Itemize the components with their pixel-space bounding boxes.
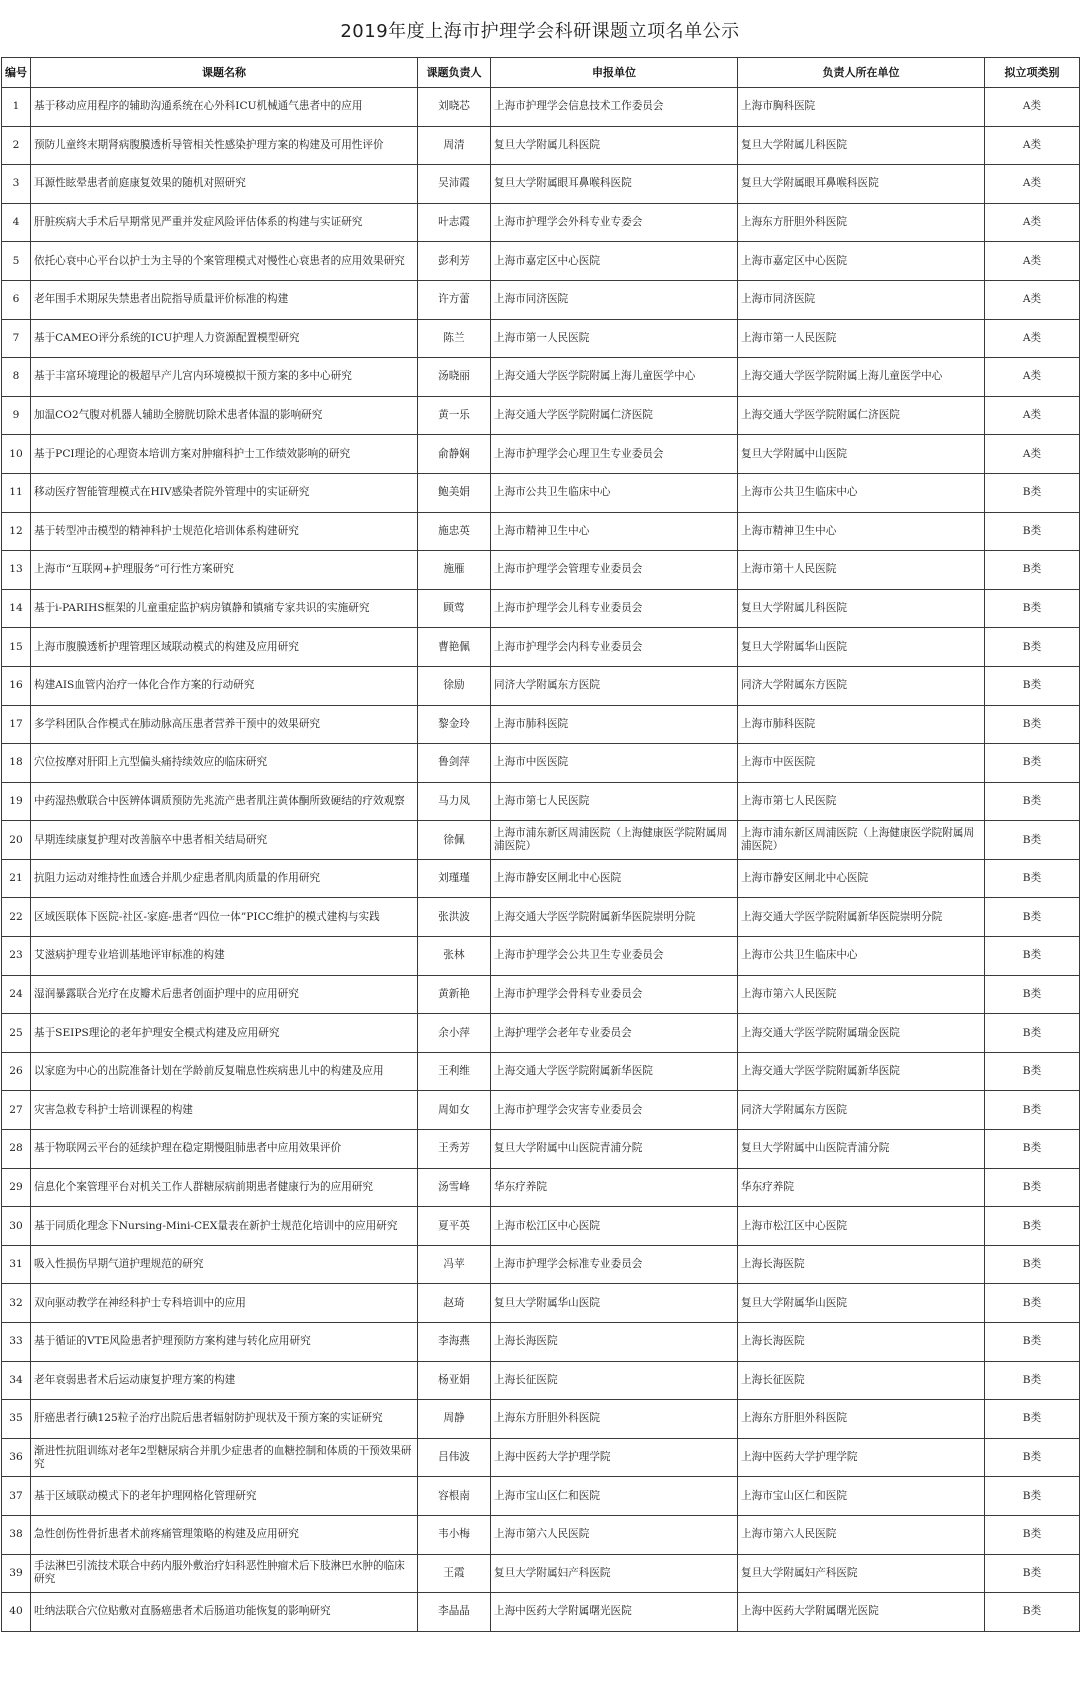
cell-category: B类 <box>985 744 1080 783</box>
cell-category: B类 <box>985 1361 1080 1400</box>
cell-topic: 早期连续康复护理对改善脑卒中患者相关结局研究 <box>31 821 418 860</box>
cell-category: A类 <box>985 126 1080 165</box>
cell-topic: 基于区域联动模式下的老年护理网格化管理研究 <box>31 1477 418 1516</box>
table-row <box>2 203 1080 242</box>
cell-topic: 老年衰弱患者术后运动康复护理方案的构建 <box>31 1361 418 1400</box>
project-list-table <box>1 57 1080 1632</box>
cell-leader: 汤晓丽 <box>418 358 491 397</box>
cell-applicant-org: 上海市浦东新区周浦医院（上海健康医学院附属周浦医院） <box>491 821 738 860</box>
cell-leader-unit: 上海市公共卫生临床中心 <box>738 473 985 512</box>
cell-leader: 陈兰 <box>418 319 491 358</box>
cell-applicant-org: 同济大学附属东方医院 <box>491 666 738 705</box>
table-row <box>2 1323 1080 1362</box>
cell-leader: 王霞 <box>418 1554 491 1593</box>
cell-leader-unit: 上海市第十人民医院 <box>738 551 985 590</box>
cell-topic: 加温CO2气腹对机器人辅助全膀胱切除术患者体温的影响研究 <box>31 396 418 435</box>
cell-leader-unit: 上海东方肝胆外科医院 <box>738 203 985 242</box>
cell-leader-unit: 上海市精神卫生中心 <box>738 512 985 551</box>
cell-topic: 多学科团队合作模式在肺动脉高压患者营养干预中的效果研究 <box>31 705 418 744</box>
cell-topic: 上海市腹膜透析护理管理区域联动模式的构建及应用研究 <box>31 628 418 667</box>
cell-topic: 急性创伤性骨折患者术前疼痛管理策略的构建及应用研究 <box>31 1515 418 1554</box>
cell-leader-unit: 上海市第六人民医院 <box>738 975 985 1014</box>
cell-leader-unit: 上海交通大学医学院附属新华医院崇明分院 <box>738 898 985 937</box>
table-row <box>2 435 1080 474</box>
cell-category: B类 <box>985 1052 1080 1091</box>
cell-category: B类 <box>985 512 1080 551</box>
table-row <box>2 1515 1080 1554</box>
column-header-leader: 课题负责人 <box>418 58 491 88</box>
cell-category: B类 <box>985 1438 1080 1477</box>
cell-leader: 吕伟波 <box>418 1438 491 1477</box>
cell-number: 20 <box>2 821 31 860</box>
cell-topic: 移动医疗智能管理模式在HIV感染者院外管理中的实证研究 <box>31 473 418 512</box>
cell-topic: 信息化个案管理平台对机关工作人群糖尿病前期患者健康行为的应用研究 <box>31 1168 418 1207</box>
cell-number: 37 <box>2 1477 31 1516</box>
cell-topic: 基于物联网云平台的延续护理在稳定期慢阻肺患者中应用效果评价 <box>31 1130 418 1169</box>
table-row <box>2 396 1080 435</box>
cell-applicant-org: 上海东方肝胆外科医院 <box>491 1400 738 1439</box>
cell-category: B类 <box>985 1245 1080 1284</box>
cell-leader-unit: 复旦大学附属儿科医院 <box>738 589 985 628</box>
cell-leader: 施忠英 <box>418 512 491 551</box>
cell-topic: 基于SEIPS理论的老年护理安全模式构建及应用研究 <box>31 1014 418 1053</box>
cell-leader: 赵琦 <box>418 1284 491 1323</box>
table-row <box>2 242 1080 281</box>
cell-applicant-org: 上海长征医院 <box>491 1361 738 1400</box>
cell-leader-unit: 上海东方肝胆外科医院 <box>738 1400 985 1439</box>
cell-category: B类 <box>985 589 1080 628</box>
cell-leader: 张林 <box>418 937 491 976</box>
table-row <box>2 1284 1080 1323</box>
cell-category: B类 <box>985 782 1080 821</box>
cell-leader-unit: 复旦大学附属华山医院 <box>738 628 985 667</box>
cell-leader: 韦小梅 <box>418 1515 491 1554</box>
cell-applicant-org: 上海市护理学会管理专业委员会 <box>491 551 738 590</box>
cell-leader: 施雁 <box>418 551 491 590</box>
table-row <box>2 1168 1080 1207</box>
table-body <box>2 88 1080 1632</box>
cell-leader-unit: 上海交通大学医学院附属上海儿童医学中心 <box>738 358 985 397</box>
cell-topic: 基于同质化理念下Nursing-Mini-CEX量表在新护士规范化培训中的应用研究 <box>31 1207 418 1246</box>
table-row <box>2 1361 1080 1400</box>
cell-applicant-org: 上海中医药大学护理学院 <box>491 1438 738 1477</box>
cell-number: 29 <box>2 1168 31 1207</box>
cell-topic: 基于移动应用程序的辅助沟通系统在心外科ICU机械通气患者中的应用 <box>31 88 418 127</box>
cell-leader-unit: 复旦大学附属儿科医院 <box>738 126 985 165</box>
cell-number: 18 <box>2 744 31 783</box>
cell-leader-unit: 上海中医药大学护理学院 <box>738 1438 985 1477</box>
column-header-leader-unit: 负责人所在单位 <box>738 58 985 88</box>
cell-number: 22 <box>2 898 31 937</box>
cell-applicant-org: 上海市同济医院 <box>491 280 738 319</box>
cell-topic: 湿润暴露联合光疗在皮瓣术后患者创面护理中的应用研究 <box>31 975 418 1014</box>
cell-leader-unit: 上海长征医院 <box>738 1361 985 1400</box>
cell-leader: 容根南 <box>418 1477 491 1516</box>
cell-leader-unit: 上海市宝山区仁和医院 <box>738 1477 985 1516</box>
cell-number: 6 <box>2 280 31 319</box>
table-row <box>2 1477 1080 1516</box>
cell-category: A类 <box>985 165 1080 204</box>
cell-number: 34 <box>2 1361 31 1400</box>
cell-leader: 周静 <box>418 1400 491 1439</box>
cell-leader: 王秀芳 <box>418 1130 491 1169</box>
table-row <box>2 126 1080 165</box>
cell-number: 30 <box>2 1207 31 1246</box>
cell-applicant-org: 上海交通大学医学院附属新华医院 <box>491 1052 738 1091</box>
cell-category: B类 <box>985 666 1080 705</box>
cell-category: B类 <box>985 1400 1080 1439</box>
cell-category: B类 <box>985 1554 1080 1593</box>
cell-topic: 基于丰富环境理论的极超早产儿宫内环境模拟干预方案的多中心研究 <box>31 358 418 397</box>
cell-applicant-org: 复旦大学附属儿科医院 <box>491 126 738 165</box>
cell-number: 17 <box>2 705 31 744</box>
cell-topic: 耳源性眩晕患者前庭康复效果的随机对照研究 <box>31 165 418 204</box>
cell-topic: 基于i-PARIHS框架的儿童重症监护病房镇静和镇痛专家共识的实施研究 <box>31 589 418 628</box>
cell-applicant-org: 上海市松江区中心医院 <box>491 1207 738 1246</box>
cell-number: 32 <box>2 1284 31 1323</box>
cell-number: 1 <box>2 88 31 127</box>
table-row <box>2 937 1080 976</box>
cell-topic: 区域医联体下医院-社区-家庭-患者“四位一体”PICC维护的模式建构与实践 <box>31 898 418 937</box>
cell-leader-unit: 上海市第七人民医院 <box>738 782 985 821</box>
table-row <box>2 473 1080 512</box>
cell-leader-unit: 同济大学附属东方医院 <box>738 666 985 705</box>
table-row <box>2 1245 1080 1284</box>
column-header-topic: 课题名称 <box>31 58 418 88</box>
cell-leader: 鲁剑萍 <box>418 744 491 783</box>
cell-category: B类 <box>985 705 1080 744</box>
cell-number: 8 <box>2 358 31 397</box>
cell-leader-unit: 上海市胸科医院 <box>738 88 985 127</box>
cell-topic: 以家庭为中心的出院准备计划在学龄前反复喘息性疾病患儿中的构建及应用 <box>31 1052 418 1091</box>
cell-number: 11 <box>2 473 31 512</box>
cell-applicant-org: 上海中医药大学附属曙光医院 <box>491 1593 738 1632</box>
cell-leader-unit: 上海交通大学医学院附属瑞金医院 <box>738 1014 985 1053</box>
cell-leader-unit: 上海市公共卫生临床中心 <box>738 937 985 976</box>
cell-number: 13 <box>2 551 31 590</box>
cell-category: B类 <box>985 1207 1080 1246</box>
table-row <box>2 319 1080 358</box>
cell-topic: 基于循证的VTE风险患者护理预防方案构建与转化应用研究 <box>31 1323 418 1362</box>
cell-topic: 老年围手术期尿失禁患者出院指导质量评价标准的构建 <box>31 280 418 319</box>
table-row <box>2 165 1080 204</box>
cell-number: 35 <box>2 1400 31 1439</box>
cell-applicant-org: 上海市嘉定区中心医院 <box>491 242 738 281</box>
cell-leader: 顾莺 <box>418 589 491 628</box>
cell-applicant-org: 上海市护理学会心理卫生专业委员会 <box>491 435 738 474</box>
cell-category: B类 <box>985 1515 1080 1554</box>
cell-category: B类 <box>985 1014 1080 1053</box>
cell-leader-unit: 上海市肺科医院 <box>738 705 985 744</box>
cell-category: B类 <box>985 1477 1080 1516</box>
cell-leader: 刘晓芯 <box>418 88 491 127</box>
cell-category: A类 <box>985 319 1080 358</box>
cell-number: 39 <box>2 1554 31 1593</box>
cell-applicant-org: 上海市公共卫生临床中心 <box>491 473 738 512</box>
table-row <box>2 1438 1080 1477</box>
table-row <box>2 589 1080 628</box>
cell-leader-unit: 上海长海医院 <box>738 1245 985 1284</box>
cell-leader-unit: 复旦大学附属中山医院青浦分院 <box>738 1130 985 1169</box>
cell-leader: 刘瑾瑾 <box>418 859 491 898</box>
cell-leader-unit: 上海交通大学医学院附属仁济医院 <box>738 396 985 435</box>
cell-number: 33 <box>2 1323 31 1362</box>
table-row <box>2 859 1080 898</box>
cell-applicant-org: 上海市第一人民医院 <box>491 319 738 358</box>
cell-leader-unit: 上海中医药大学附属曙光医院 <box>738 1593 985 1632</box>
cell-category: A类 <box>985 280 1080 319</box>
cell-leader: 周如女 <box>418 1091 491 1130</box>
cell-number: 40 <box>2 1593 31 1632</box>
cell-leader: 鲍美娟 <box>418 473 491 512</box>
cell-category: B类 <box>985 937 1080 976</box>
cell-topic: 穴位按摩对肝阳上亢型偏头痛持续效应的临床研究 <box>31 744 418 783</box>
cell-leader: 彭利芳 <box>418 242 491 281</box>
cell-number: 14 <box>2 589 31 628</box>
cell-applicant-org: 上海市护理学会骨科专业委员会 <box>491 975 738 1014</box>
cell-leader: 徐佩 <box>418 821 491 860</box>
cell-number: 4 <box>2 203 31 242</box>
table-row <box>2 1091 1080 1130</box>
cell-leader: 杨亚娟 <box>418 1361 491 1400</box>
cell-number: 9 <box>2 396 31 435</box>
table-row <box>2 666 1080 705</box>
cell-number: 3 <box>2 165 31 204</box>
cell-leader: 夏平英 <box>418 1207 491 1246</box>
cell-topic: 预防儿童终末期肾病腹膜透析导管相关性感染护理方案的构建及可用性评价 <box>31 126 418 165</box>
cell-leader: 汤雪峰 <box>418 1168 491 1207</box>
cell-applicant-org: 复旦大学附属眼耳鼻喉科医院 <box>491 165 738 204</box>
table-row <box>2 1593 1080 1632</box>
table-row <box>2 1014 1080 1053</box>
table-row <box>2 551 1080 590</box>
table-row <box>2 1400 1080 1439</box>
table-row <box>2 705 1080 744</box>
cell-category: A类 <box>985 88 1080 127</box>
cell-applicant-org: 上海市护理学会内科专业委员会 <box>491 628 738 667</box>
cell-leader: 王利维 <box>418 1052 491 1091</box>
table-row <box>2 358 1080 397</box>
cell-topic: 灾害急救专科护士培训课程的构建 <box>31 1091 418 1130</box>
cell-leader: 李晶晶 <box>418 1593 491 1632</box>
cell-applicant-org: 上海市第七人民医院 <box>491 782 738 821</box>
cell-topic: 艾滋病护理专业培训基地评审标准的构建 <box>31 937 418 976</box>
cell-number: 5 <box>2 242 31 281</box>
cell-number: 10 <box>2 435 31 474</box>
cell-applicant-org: 上海市精神卫生中心 <box>491 512 738 551</box>
cell-leader-unit: 同济大学附属东方医院 <box>738 1091 985 1130</box>
cell-topic: 双向驱动教学在神经科护士专科培训中的应用 <box>31 1284 418 1323</box>
cell-category: A类 <box>985 435 1080 474</box>
cell-category: B类 <box>985 1593 1080 1632</box>
cell-applicant-org: 上海市护理学会儿科专业委员会 <box>491 589 738 628</box>
page-title: 2019年度上海市护理学会科研课题立项名单公示 <box>340 21 740 42</box>
cell-topic: 基于PCI理论的心理资本培训方案对肿瘤科护士工作绩效影响的研究 <box>31 435 418 474</box>
cell-applicant-org: 上海市护理学会灾害专业委员会 <box>491 1091 738 1130</box>
table-row <box>2 1130 1080 1169</box>
cell-leader-unit: 上海市嘉定区中心医院 <box>738 242 985 281</box>
cell-category: B类 <box>985 859 1080 898</box>
cell-category: A类 <box>985 358 1080 397</box>
cell-topic: 上海市“互联网+护理服务”可行性方案研究 <box>31 551 418 590</box>
table-row <box>2 744 1080 783</box>
cell-number: 15 <box>2 628 31 667</box>
cell-leader-unit: 上海市松江区中心医院 <box>738 1207 985 1246</box>
table-row <box>2 1207 1080 1246</box>
cell-applicant-org: 华东疗养院 <box>491 1168 738 1207</box>
cell-leader-unit: 复旦大学附属眼耳鼻喉科医院 <box>738 165 985 204</box>
cell-category: A类 <box>985 203 1080 242</box>
cell-category: B类 <box>985 1130 1080 1169</box>
cell-category: B类 <box>985 1323 1080 1362</box>
cell-leader-unit: 上海交通大学医学院附属新华医院 <box>738 1052 985 1091</box>
table-header <box>2 58 1080 88</box>
cell-number: 16 <box>2 666 31 705</box>
cell-leader: 冯苹 <box>418 1245 491 1284</box>
cell-leader-unit: 上海市第一人民医院 <box>738 319 985 358</box>
table-row <box>2 821 1080 860</box>
cell-leader-unit: 华东疗养院 <box>738 1168 985 1207</box>
cell-leader-unit: 复旦大学附属中山医院 <box>738 435 985 474</box>
cell-applicant-org: 上海市静安区闸北中心医院 <box>491 859 738 898</box>
table-row <box>2 975 1080 1014</box>
cell-topic: 手法淋巴引流技术联合中药内服外敷治疗妇科恶性肿瘤术后下肢淋巴水肿的临床研究 <box>31 1554 418 1593</box>
cell-applicant-org: 上海市护理学会信息技术工作委员会 <box>491 88 738 127</box>
cell-leader: 曹艳佩 <box>418 628 491 667</box>
cell-leader: 许方蕾 <box>418 280 491 319</box>
cell-leader: 李海燕 <box>418 1323 491 1362</box>
cell-leader: 黎金玲 <box>418 705 491 744</box>
cell-leader: 黄新艳 <box>418 975 491 1014</box>
cell-leader: 周清 <box>418 126 491 165</box>
cell-leader: 吴沛霞 <box>418 165 491 204</box>
cell-applicant-org: 上海护理学会老年专业委员会 <box>491 1014 738 1053</box>
table-row <box>2 1554 1080 1593</box>
cell-number: 27 <box>2 1091 31 1130</box>
cell-number: 26 <box>2 1052 31 1091</box>
cell-leader: 徐励 <box>418 666 491 705</box>
cell-topic: 吐纳法联合穴位贴敷对直肠癌患者术后肠道功能恢复的影响研究 <box>31 1593 418 1632</box>
cell-topic: 抗阻力运动对维持性血透合并肌少症患者肌肉质量的作用研究 <box>31 859 418 898</box>
table-row <box>2 782 1080 821</box>
table-row <box>2 88 1080 127</box>
cell-leader-unit: 上海市同济医院 <box>738 280 985 319</box>
cell-leader-unit: 上海长海医院 <box>738 1323 985 1362</box>
cell-applicant-org: 复旦大学附属中山医院青浦分院 <box>491 1130 738 1169</box>
cell-number: 12 <box>2 512 31 551</box>
cell-topic: 构建AIS血管内治疗一体化合作方案的行动研究 <box>31 666 418 705</box>
cell-applicant-org: 复旦大学附属妇产科医院 <box>491 1554 738 1593</box>
cell-number: 21 <box>2 859 31 898</box>
cell-applicant-org: 上海市宝山区仁和医院 <box>491 1477 738 1516</box>
cell-leader-unit: 上海市静安区闸北中心医院 <box>738 859 985 898</box>
cell-applicant-org: 上海市肺科医院 <box>491 705 738 744</box>
cell-number: 2 <box>2 126 31 165</box>
cell-category: B类 <box>985 628 1080 667</box>
cell-leader-unit: 上海市浦东新区周浦医院（上海健康医学院附属周浦医院） <box>738 821 985 860</box>
cell-category: B类 <box>985 1091 1080 1130</box>
cell-topic: 依托心衰中心平台以护士为主导的个案管理模式对慢性心衰患者的应用效果研究 <box>31 242 418 281</box>
cell-leader-unit: 上海市中医医院 <box>738 744 985 783</box>
cell-leader: 叶志霞 <box>418 203 491 242</box>
cell-number: 36 <box>2 1438 31 1477</box>
cell-category: B类 <box>985 551 1080 590</box>
cell-category: B类 <box>985 473 1080 512</box>
cell-number: 7 <box>2 319 31 358</box>
cell-category: B类 <box>985 898 1080 937</box>
cell-topic: 吸入性损伤早期气道护理规范的研究 <box>31 1245 418 1284</box>
cell-applicant-org: 上海交通大学医学院附属仁济医院 <box>491 396 738 435</box>
cell-number: 38 <box>2 1515 31 1554</box>
cell-number: 24 <box>2 975 31 1014</box>
column-header-number: 编号 <box>2 58 31 88</box>
cell-topic: 肝癌患者行碘125粒子治疗出院后患者辐射防护现状及干预方案的实证研究 <box>31 1400 418 1439</box>
cell-topic: 基于转型冲击模型的精神科护士规范化培训体系构建研究 <box>31 512 418 551</box>
cell-topic: 中药湿热敷联合中医辨体调质预防先兆流产患者肌注黄体酮所致硬结的疗效观察 <box>31 782 418 821</box>
table-row <box>2 280 1080 319</box>
cell-leader-unit: 复旦大学附属妇产科医院 <box>738 1554 985 1593</box>
cell-number: 23 <box>2 937 31 976</box>
cell-applicant-org: 复旦大学附属华山医院 <box>491 1284 738 1323</box>
cell-leader-unit: 复旦大学附属华山医院 <box>738 1284 985 1323</box>
table-row <box>2 898 1080 937</box>
cell-applicant-org: 上海市中医医院 <box>491 744 738 783</box>
table-row <box>2 1052 1080 1091</box>
cell-leader: 黄一乐 <box>418 396 491 435</box>
cell-applicant-org: 上海交通大学医学院附属新华医院崇明分院 <box>491 898 738 937</box>
cell-category: B类 <box>985 1284 1080 1323</box>
header-row <box>2 58 1080 88</box>
cell-applicant-org: 上海市护理学会外科专业专委会 <box>491 203 738 242</box>
cell-leader-unit: 上海市第六人民医院 <box>738 1515 985 1554</box>
cell-applicant-org: 上海市护理学会公共卫生专业委员会 <box>491 937 738 976</box>
cell-leader: 马力凤 <box>418 782 491 821</box>
cell-leader: 张洪波 <box>418 898 491 937</box>
table-row <box>2 512 1080 551</box>
cell-category: A类 <box>985 242 1080 281</box>
cell-category: A类 <box>985 396 1080 435</box>
cell-applicant-org: 上海交通大学医学院附属上海儿童医学中心 <box>491 358 738 397</box>
cell-number: 19 <box>2 782 31 821</box>
cell-leader: 余小萍 <box>418 1014 491 1053</box>
cell-topic: 肝脏疾病大手术后早期常见严重并发症风险评估体系的构建与实证研究 <box>31 203 418 242</box>
cell-number: 31 <box>2 1245 31 1284</box>
cell-category: B类 <box>985 1168 1080 1207</box>
cell-topic: 渐进性抗阻训练对老年2型糖尿病合并肌少症患者的血糖控制和体质的干预效果研究 <box>31 1438 418 1477</box>
column-header-category: 拟立项类别 <box>985 58 1080 88</box>
cell-category: B类 <box>985 821 1080 860</box>
cell-number: 28 <box>2 1130 31 1169</box>
cell-applicant-org: 上海市护理学会标准专业委员会 <box>491 1245 738 1284</box>
cell-category: B类 <box>985 975 1080 1014</box>
cell-topic: 基于CAMEO评分系统的ICU护理人力资源配置模型研究 <box>31 319 418 358</box>
table-row <box>2 628 1080 667</box>
cell-applicant-org: 上海长海医院 <box>491 1323 738 1362</box>
column-header-applicant-org: 申报单位 <box>491 58 738 88</box>
cell-applicant-org: 上海市第六人民医院 <box>491 1515 738 1554</box>
cell-number: 25 <box>2 1014 31 1053</box>
cell-leader: 俞静娴 <box>418 435 491 474</box>
